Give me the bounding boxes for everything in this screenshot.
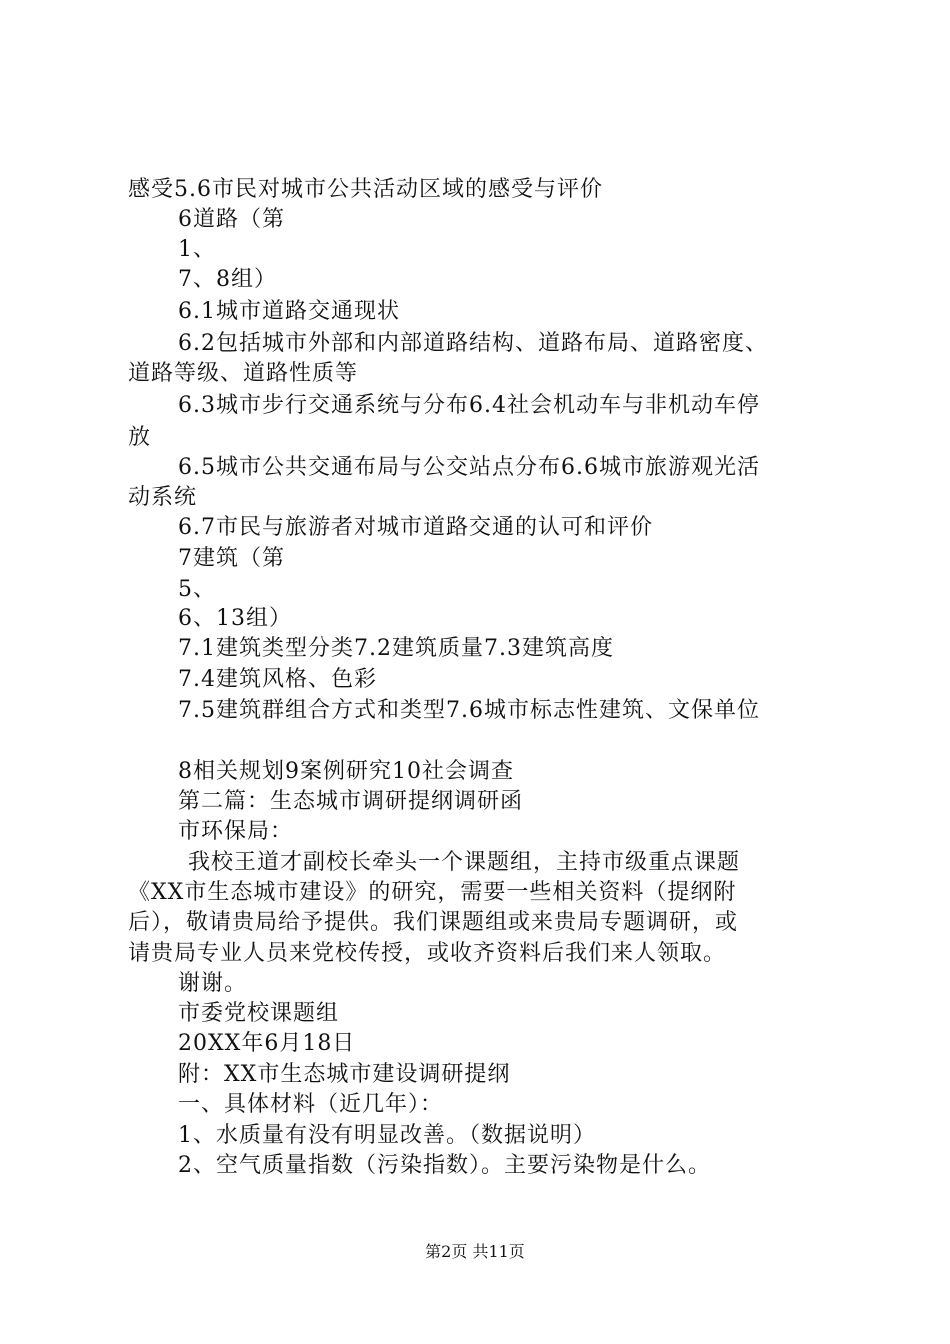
text-line: 第二篇：生态城市调研提纲调研函 [178, 789, 524, 814]
text-line: 7.1建筑类型分类7.2建筑质量7.3建筑高度 [178, 636, 614, 661]
text-line: 动系统 [128, 485, 198, 510]
text-line: 道路等级、道路性质等 [128, 361, 359, 386]
text-line: 2、空气质量指数（污染指数）。主要污染物是什么。 [178, 1153, 711, 1178]
text-line: 市委党校课题组 [178, 1001, 340, 1026]
text-line: 6.2包括城市外部和内部道路结构、道路布局、道路密度、 [178, 331, 768, 356]
text-line: 6.3城市步行交通系统与分布6.4社会机动车与非机动车停 [178, 393, 760, 418]
text-line: 请贵局专业人员来党校传授，或收齐资料后我们来人领取。 [128, 941, 727, 966]
text-line: 1、水质量有没有明显改善。（数据说明） [178, 1123, 596, 1148]
text-line: 《XX市生态城市建设》的研究，需要一些相关资料（提纲附 [128, 880, 737, 905]
text-line: 6道路（第 [178, 207, 285, 232]
text-line: 感受5.6市民对城市公共活动区域的感受与评价 [128, 177, 603, 202]
text-line: 后），敬请贵局给予提供。我们课题组或来贵局专题调研，或 [128, 910, 739, 935]
text-line: 6、13组） [178, 606, 292, 631]
text-line: 7.5建筑群组合方式和类型7.6城市标志性建筑、文保单位 [178, 698, 760, 723]
text-line: 附：XX市生态城市建设调研提纲 [178, 1062, 511, 1087]
text-line: 5、 [178, 577, 216, 602]
text-line: 市环保局： [178, 819, 294, 844]
text-line: 谢谢。 [178, 971, 248, 996]
text-line: 20XX年6月18日 [178, 1031, 356, 1056]
text-line: 1、 [178, 237, 216, 262]
text-line: 7、8组） [178, 267, 277, 292]
text-line: 我校王道才副校长牵头一个课题组，主持市级重点课题 [188, 850, 741, 875]
text-line: 一、具体材料（近几年）： [178, 1092, 444, 1117]
text-line: 8相关规划9案例研究10社会调查 [178, 759, 514, 784]
page-number-footer: 第2页 共11页 [425, 1242, 525, 1261]
text-line: 6.1城市道路交通现状 [178, 299, 400, 324]
text-line: 6.5城市公共交通布局与公交站点分布6.6城市旅游观光活 [178, 455, 760, 480]
text-line: 7.4建筑风格、色彩 [178, 667, 377, 692]
text-line: 放 [128, 425, 152, 450]
text-line: 6.7市民与旅游者对城市道路交通的认可和评价 [178, 515, 653, 540]
text-line: 7建筑（第 [178, 546, 285, 571]
